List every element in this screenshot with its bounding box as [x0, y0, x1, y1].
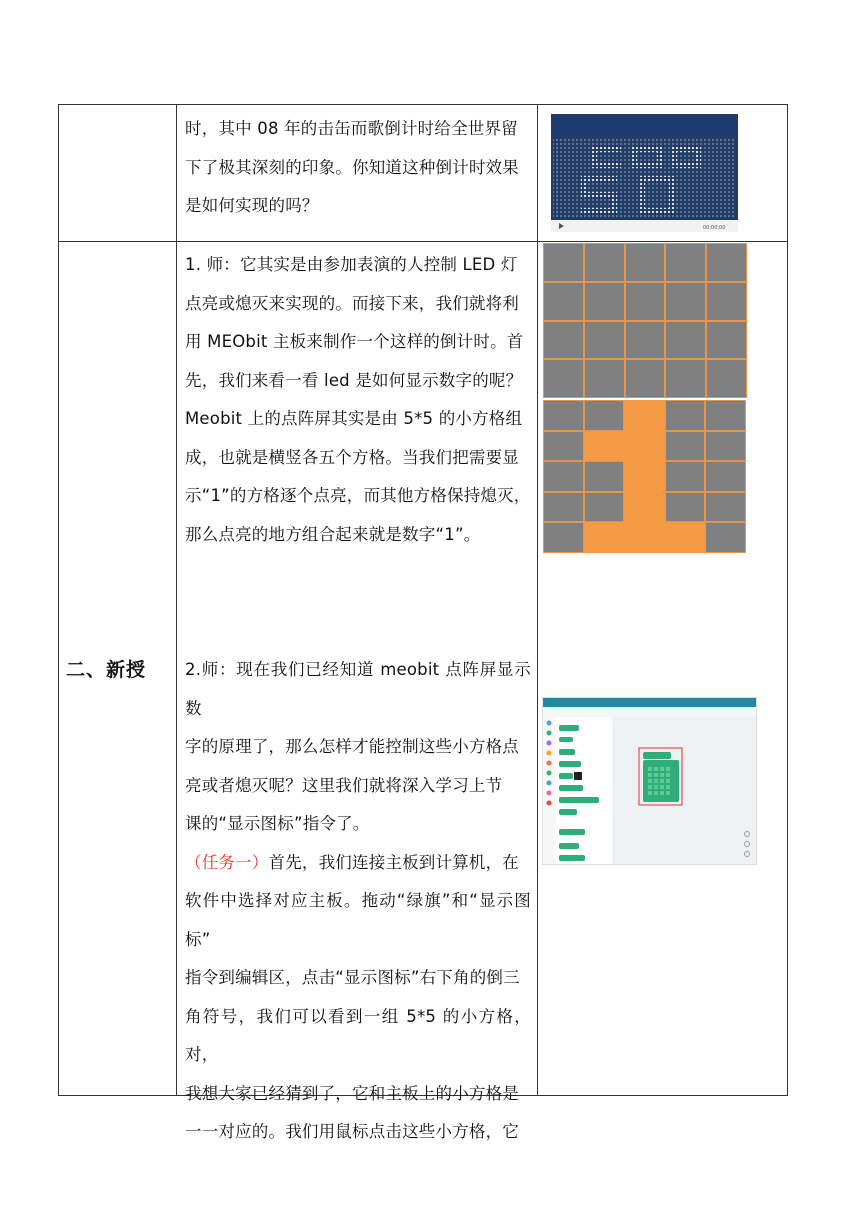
led-cell-off: [665, 321, 706, 360]
text-line: 点亮或熄灭来实现的。而接下来，我们就将利: [185, 293, 519, 313]
led-cell-off: [543, 321, 584, 360]
led-cell-off: [584, 243, 625, 282]
column-divider-1: [176, 105, 177, 1095]
column-divider-2: [537, 105, 538, 1095]
led-cell-on: [624, 461, 665, 492]
paragraph-1: [185, 246, 531, 554]
text-line: [185, 844, 531, 883]
text-line: 课的“显示图标”指令了。: [185, 814, 370, 833]
text-line: 是如何实现的吗？: [185, 196, 319, 215]
row-divider: [59, 241, 787, 242]
text-line: 先，我们来看一看 led 是如何显示数字的呢？: [185, 370, 523, 390]
led-cell-on: [665, 522, 706, 553]
video-time: 00:00:00: [703, 225, 726, 231]
section-label: 二、新授: [66, 659, 147, 681]
led-cell-off: [665, 461, 706, 492]
stadium-scene: [551, 114, 738, 232]
led-cell-on: [624, 431, 665, 462]
text-line: 时，其中 08 年的击缶而歌倒计时给全世界留: [185, 119, 518, 138]
text-line: 2.师：现在我们已经知道 meobit 点阵屏显示数: [185, 660, 531, 718]
led-cell-off: [665, 400, 706, 431]
led-grid-digit-one: [543, 400, 746, 553]
led-cell-on: [584, 522, 625, 553]
text-line: 一一对应的。我们用鼠标点击这些小方格，它: [185, 1122, 519, 1141]
led-cell-off: [705, 400, 746, 431]
led-cell-off: [625, 359, 666, 398]
text-line: 亮或者熄灭呢？这里我们就将深入学习上节: [185, 775, 503, 795]
block-palette: [556, 717, 613, 865]
led-cell-off: [543, 359, 584, 398]
led-cell-off: [584, 492, 625, 523]
led-cell-off: [705, 522, 746, 553]
led-cell-on: [624, 522, 665, 553]
led-cell-off: [665, 492, 706, 523]
text-line: 字的原理了，那么怎样才能控制这些小方格点: [185, 737, 519, 756]
led-cell-off: [543, 400, 584, 431]
row1-text: [185, 110, 531, 226]
text-line: 指令到编辑区，点击“显示图标”右下角的倒三: [185, 968, 520, 987]
editor-screenshot: [542, 697, 757, 865]
led-cell-off: [665, 243, 706, 282]
led-cell-off: [543, 431, 584, 462]
paragraph-2: [185, 651, 531, 1152]
led-cell-off: [543, 492, 584, 523]
text-line: 1. 师：它其实是由参加表演的人控制 LED 灯: [185, 255, 518, 274]
led-cell-off: [705, 461, 746, 492]
led-cell-off: [665, 282, 706, 321]
text-line: 示“1”的方格逐个点亮，而其他方格保持熄灭，: [185, 486, 531, 505]
led-cell-off: [584, 321, 625, 360]
led-cell-off: [543, 243, 584, 282]
text-line: 下了极其深刻的印象。你知道这种倒计时效果: [185, 157, 519, 177]
led-grid-blank: [543, 243, 747, 398]
led-cell-off: [706, 359, 747, 398]
editor-topbar: [543, 698, 756, 707]
text-line: 软件中选择对应主板。拖动“绿旗”和“显示图标”: [185, 891, 531, 949]
led-cell-on: [624, 492, 665, 523]
task-label: （任务一）: [185, 852, 269, 872]
led-cell-off: [706, 321, 747, 360]
led-cell-off: [665, 431, 706, 462]
led-cell-off: [584, 282, 625, 321]
led-cell-off: [543, 522, 584, 553]
led-cell-off: [705, 492, 746, 523]
led-cell-off: [543, 282, 584, 321]
led-cell-off: [584, 461, 625, 492]
led-cell-off: [706, 243, 747, 282]
text-line: 用 MEObit 主板来制作一个这样的倒计时。首: [185, 332, 524, 351]
text-line: 那么点亮的地方组合起来就是数字“1”。: [185, 524, 481, 544]
task-text: 首先，我们连接主板到计算机，在: [268, 852, 519, 872]
text-line: 成，也就是横竖各五个方格。当我们把需要显: [185, 447, 519, 467]
led-cell-on: [584, 431, 625, 462]
category-bar: [543, 717, 557, 865]
led-cell-off: [584, 400, 625, 431]
led-cell-off: [584, 359, 625, 398]
text-line: 角符号，我们可以看到一组 5*5 的小方格，对，: [185, 1006, 531, 1064]
text-line: Meobit 上的点阵屏其实是由 5*5 的小方格组: [185, 409, 523, 428]
code-area: [612, 717, 757, 865]
led-cell-on: [624, 400, 665, 431]
led-cell-off: [665, 359, 706, 398]
led-cell-off: [543, 461, 584, 492]
led-cell-off: [625, 243, 666, 282]
led-cell-off: [705, 431, 746, 462]
countdown-video-image: [551, 114, 738, 232]
led-cell-off: [625, 282, 666, 321]
led-cell-off: [625, 321, 666, 360]
text-line: 我想大家已经猜到了，它和主板上的小方格是: [185, 1083, 519, 1103]
led-cell-off: [706, 282, 747, 321]
